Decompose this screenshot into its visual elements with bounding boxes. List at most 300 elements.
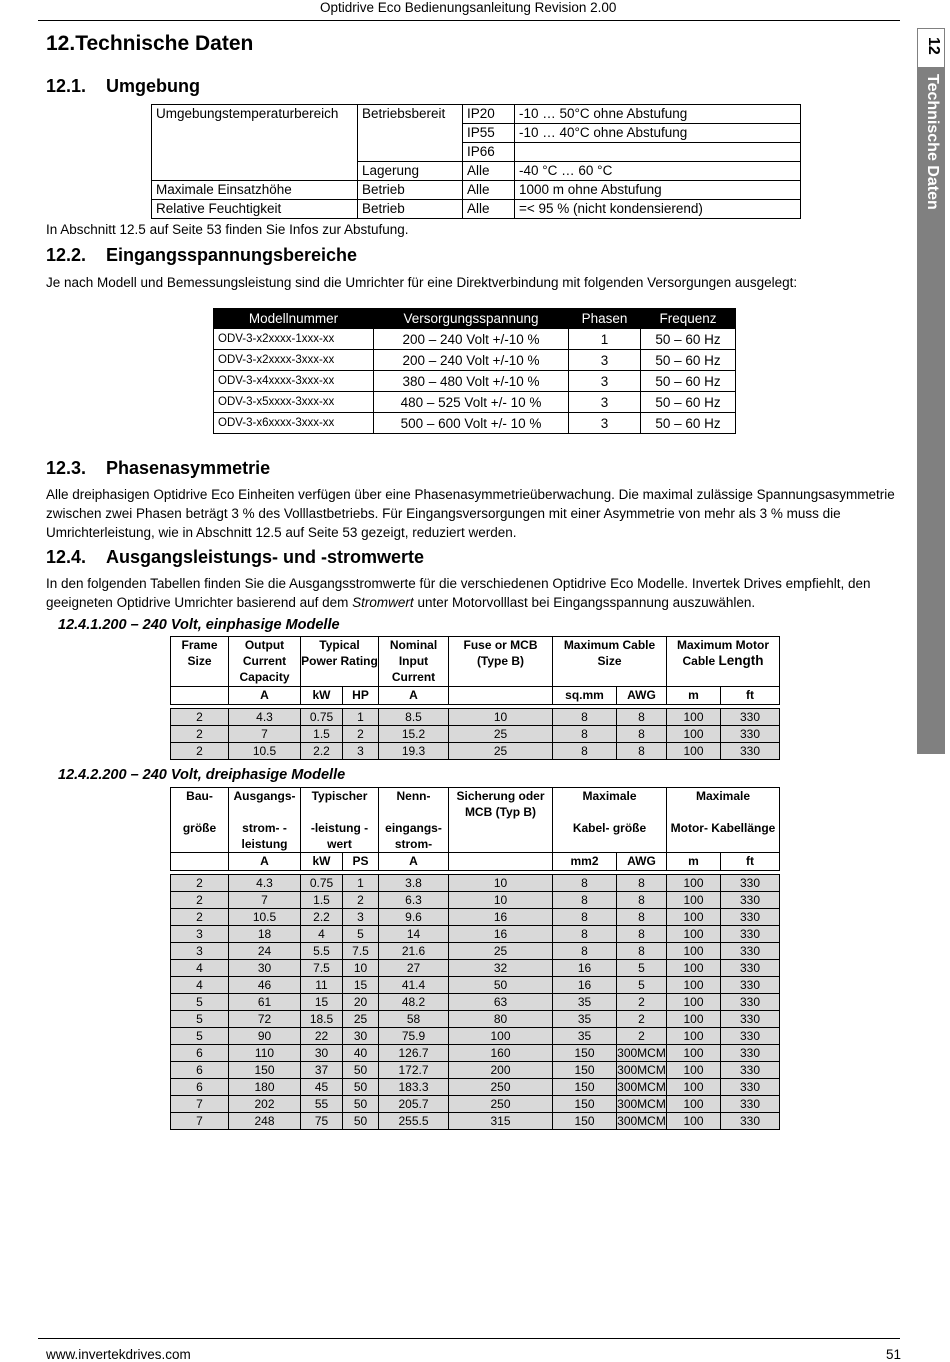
- table-cell: 14: [379, 926, 449, 943]
- table-cell: 15.2: [379, 726, 449, 743]
- table-cell: 20: [343, 994, 379, 1011]
- table-cell: 330: [721, 1028, 780, 1045]
- table-cell: Betriebsbereit: [358, 105, 463, 124]
- table-row: [171, 994, 780, 1011]
- table-cell: -40 °C … 60 °C: [515, 162, 801, 181]
- unit-cell: AWG: [617, 853, 667, 871]
- table-cell: 100: [667, 726, 721, 743]
- unit-cell: A: [379, 853, 449, 871]
- table-cell: 50 – 60 Hz: [641, 350, 736, 371]
- table-cell: 330: [721, 1079, 780, 1096]
- table-cell: 0.75: [301, 709, 343, 726]
- table-cell: 19.3: [379, 743, 449, 760]
- table-cell: 50 – 60 Hz: [641, 392, 736, 413]
- table-cell: 100: [667, 909, 721, 926]
- table-cell: 7.5: [343, 943, 379, 960]
- table-cell: 1.5: [301, 892, 343, 909]
- table-cell: Alle: [463, 200, 515, 219]
- table-cell: 5: [171, 1011, 229, 1028]
- table-cell: 72: [229, 1011, 301, 1028]
- table-cell: 16: [449, 909, 553, 926]
- table-cell: 8: [553, 875, 617, 892]
- chapter-tab-title: Technische Daten: [924, 74, 941, 210]
- table-cell: 248: [229, 1113, 301, 1130]
- table-cell: 150: [553, 1062, 617, 1079]
- table-cell: 16: [449, 926, 553, 943]
- table-cell: 255.5: [379, 1113, 449, 1130]
- column-header: Maximale Kabel- größe: [553, 788, 667, 853]
- table-cell: 10: [343, 960, 379, 977]
- table-cell: 330: [721, 743, 780, 760]
- table-cell: 10: [449, 709, 553, 726]
- table-cell: 200 – 240 Volt +/-10 %: [374, 350, 569, 371]
- table-cell: 150: [229, 1062, 301, 1079]
- column-header: Modellnummer: [214, 309, 374, 329]
- table-cell: 5: [343, 926, 379, 943]
- table-cell: 46: [229, 977, 301, 994]
- column-header: Maximum Cable Size: [553, 637, 667, 687]
- footer-url[interactable]: www.invertekdrives.com: [46, 1347, 191, 1362]
- table-cell: ODV-3-x2xxxx-3xxx-xx: [214, 350, 374, 371]
- table-row: [171, 1079, 780, 1096]
- table-cell: 75: [301, 1113, 343, 1130]
- table-cell: 8: [617, 909, 667, 926]
- table-cell: 48.2: [379, 994, 449, 1011]
- table-cell: 2: [171, 743, 229, 760]
- subsection-heading-three-phase: 12.4.2.200 – 240 Volt, dreiphasige Modelle: [58, 767, 346, 783]
- table-cell: 1: [343, 875, 379, 892]
- table-cell: 315: [449, 1113, 553, 1130]
- header-rule: [38, 20, 900, 21]
- unit-cell: A: [229, 853, 301, 871]
- unit-cell: PS: [343, 853, 379, 871]
- table-cell: 8: [617, 743, 667, 760]
- table-cell: 50 – 60 Hz: [641, 329, 736, 350]
- table-cell: 300MCM: [617, 1114, 666, 1128]
- supply-intro: Je nach Modell und Bemessungsleistung sind die Umrichter für eine Direktverbindung mit folgenden Versorgungen ausgelegt:: [46, 275, 798, 290]
- table-cell: 100: [667, 875, 721, 892]
- table-cell: 126.7: [379, 1045, 449, 1062]
- unit-cell: HP: [343, 687, 379, 705]
- table-row: [214, 392, 736, 413]
- table-cell: 3: [171, 943, 229, 960]
- table-cell: 300MCM: [617, 1046, 666, 1060]
- table-cell: 50: [343, 1113, 379, 1130]
- column-header: Maximale Motor- Kabellänge: [667, 788, 780, 853]
- table-cell: Maximale Einsatzhöhe: [152, 181, 358, 200]
- table-cell: 110: [229, 1045, 301, 1062]
- column-header: Nominal Input Current: [379, 637, 449, 687]
- table-cell: ODV-3-x5xxxx-3xxx-xx: [214, 392, 374, 413]
- table-row: [171, 709, 780, 726]
- table-cell: 8: [553, 909, 617, 926]
- section-heading-umgebung: 12.1. Umgebung: [46, 76, 200, 96]
- environment-table: [151, 104, 801, 219]
- table-cell: 8: [553, 943, 617, 960]
- table-cell: 1: [569, 329, 641, 350]
- table-cell: 6: [171, 1079, 229, 1096]
- table-cell: 58: [379, 1011, 449, 1028]
- table-cell: [358, 124, 463, 143]
- table-cell: 250: [449, 1079, 553, 1096]
- table-cell: 10: [449, 892, 553, 909]
- table-cell: 250: [449, 1096, 553, 1113]
- table-row: [214, 413, 736, 434]
- table-cell: 2: [171, 892, 229, 909]
- table-row: [214, 371, 736, 392]
- footer-rule: [38, 1338, 900, 1339]
- table-cell: 100: [667, 943, 721, 960]
- table-row: [171, 1011, 780, 1028]
- table-cell: 63: [449, 994, 553, 1011]
- table-cell: 100: [667, 960, 721, 977]
- table-cell: 100: [667, 1011, 721, 1028]
- table-cell: 1000 m ohne Abstufung: [515, 181, 801, 200]
- table-cell: 50: [343, 1096, 379, 1113]
- table-cell: 330: [721, 960, 780, 977]
- table-cell: 3: [569, 350, 641, 371]
- unit-cell: ft: [721, 853, 780, 871]
- table-cell: 8: [553, 726, 617, 743]
- table-cell: 30: [301, 1045, 343, 1062]
- unit-cell: kW: [301, 853, 343, 871]
- table-cell: 180: [229, 1079, 301, 1096]
- table-cell: 3: [171, 926, 229, 943]
- column-header: Phasen: [569, 309, 641, 329]
- table-cell: 2: [171, 909, 229, 926]
- table-row: [171, 1045, 780, 1062]
- table-row: [171, 943, 780, 960]
- table-cell: 35: [553, 1011, 617, 1028]
- table-cell: 2: [343, 892, 379, 909]
- table-cell: 21.6: [379, 943, 449, 960]
- table-cell: 61: [229, 994, 301, 1011]
- table-cell: 205.7: [379, 1096, 449, 1113]
- column-header: Frequenz: [641, 309, 736, 329]
- table-cell: 80: [449, 1011, 553, 1028]
- table-cell: 25: [343, 1011, 379, 1028]
- table-cell: 330: [721, 926, 780, 943]
- table-cell: 380 – 480 Volt +/-10 %: [374, 371, 569, 392]
- table-cell: 50 – 60 Hz: [641, 371, 736, 392]
- table-cell: 15: [301, 994, 343, 1011]
- table-cell: 8: [617, 875, 667, 892]
- table-cell: 35: [553, 1028, 617, 1045]
- table-cell: IP66: [463, 143, 515, 162]
- table-cell: 3: [343, 743, 379, 760]
- table-cell: 10.5: [229, 909, 301, 926]
- table-cell: 4.3: [229, 709, 301, 726]
- table-cell: [515, 143, 801, 162]
- table-cell: 50: [343, 1079, 379, 1096]
- column-header: Ausgangs- strom- -leistung: [229, 788, 301, 853]
- section-heading-eingang: 12.2. Eingangsspannungsbereiche: [46, 245, 358, 265]
- table-cell: 8: [617, 726, 667, 743]
- column-header: Frame Size: [171, 637, 229, 687]
- table-row: [171, 960, 780, 977]
- section-heading-phasenasymmetrie: 12.3. Phasenasymmetrie: [46, 458, 271, 478]
- table-cell: Alle: [463, 181, 515, 200]
- table-cell: 2: [617, 994, 667, 1011]
- table-cell: Alle: [463, 162, 515, 181]
- table-cell: 300MCM: [617, 1063, 666, 1077]
- table-cell: 50 – 60 Hz: [641, 413, 736, 434]
- table-cell: 75.9: [379, 1028, 449, 1045]
- table-row: [171, 909, 780, 926]
- column-header: Bau- größe: [171, 788, 229, 853]
- table-cell: 50: [449, 977, 553, 994]
- unit-cell: ft: [721, 687, 780, 705]
- table-cell: 500 – 600 Volt +/- 10 %: [374, 413, 569, 434]
- table-cell: 25: [449, 726, 553, 743]
- three-phase-ratings-table: [170, 787, 780, 1130]
- column-header: Versorgungsspannung: [374, 309, 569, 329]
- table-row: [171, 977, 780, 994]
- table-cell: 2: [343, 726, 379, 743]
- page-number: 51: [886, 1347, 902, 1362]
- table-cell: 100: [449, 1028, 553, 1045]
- table-cell: ODV-3-x6xxxx-3xxx-xx: [214, 413, 374, 434]
- table-cell: 37: [301, 1062, 343, 1079]
- table-cell: 7: [171, 1096, 229, 1113]
- table-cell: 330: [721, 1062, 780, 1079]
- table-row: [214, 329, 736, 350]
- table-row: [171, 875, 780, 892]
- table-row: [171, 926, 780, 943]
- table-cell: 18.5: [301, 1011, 343, 1028]
- table-cell: 150: [553, 1096, 617, 1113]
- table-cell: 330: [721, 709, 780, 726]
- column-header: Output Current Capacity: [229, 637, 301, 687]
- table-cell: 35: [553, 994, 617, 1011]
- table-cell: 15: [343, 977, 379, 994]
- table-row: [171, 1028, 780, 1045]
- table-cell: 330: [721, 726, 780, 743]
- table-cell: 330: [721, 943, 780, 960]
- table-row: [171, 1096, 780, 1113]
- unit-cell: sq.mm: [553, 687, 617, 705]
- table-cell: 183.3: [379, 1079, 449, 1096]
- table-cell: 480 – 525 Volt +/- 10 %: [374, 392, 569, 413]
- table-cell: 8: [617, 709, 667, 726]
- table-cell: 150: [553, 1079, 617, 1096]
- table-cell: 330: [721, 875, 780, 892]
- unit-cell: [449, 853, 553, 871]
- column-header: Nenn- eingangs- strom-: [379, 788, 449, 853]
- table-cell: 4.3: [229, 875, 301, 892]
- table-cell: 2.2: [301, 743, 343, 760]
- table-cell: 8: [617, 943, 667, 960]
- table-cell: 100: [667, 892, 721, 909]
- table-cell: 11: [301, 977, 343, 994]
- table-cell: 2.2: [301, 909, 343, 926]
- table-cell: 41.4: [379, 977, 449, 994]
- table-cell: 150: [553, 1113, 617, 1130]
- table-cell: [152, 162, 358, 181]
- table-cell: IP20: [463, 105, 515, 124]
- chapter-tab-number: 12: [917, 28, 945, 68]
- table-cell: Umgebungstemperaturbereich: [152, 105, 358, 124]
- table-cell: 18: [229, 926, 301, 943]
- table-row: [171, 743, 780, 760]
- table-cell: 2: [171, 875, 229, 892]
- table-cell: 100: [667, 1045, 721, 1062]
- table-cell: 330: [721, 1113, 780, 1130]
- table-cell: 5: [171, 994, 229, 1011]
- unit-cell: A: [379, 687, 449, 705]
- table-cell: 7: [229, 726, 301, 743]
- table-cell: 5.5: [301, 943, 343, 960]
- table-cell: 330: [721, 1045, 780, 1062]
- asymmetry-text: Alle dreiphasigen Optidrive Eco Einheiten verfügen über eine Phasenasymmetrieüberwachung. Die maximal zulässige Spannungsasymmetrie zwischen zwei Phasen beträgt 3 % des Volllastbetriebs. Für Eingangsversorgungen mit einer Asymmetrie von mehr als 3 % muss die Umrichterleistung, wie in Abschnitt 12.5 auf Seite 53 gezeigt, reduziert werden.: [46, 487, 895, 540]
- table-row: [171, 726, 780, 743]
- table-cell: 10.5: [229, 743, 301, 760]
- table-cell: 55: [301, 1096, 343, 1113]
- column-header: Fuse or MCB (Type B): [449, 637, 553, 687]
- column-header: Typical Power Rating: [301, 637, 379, 687]
- table-cell: [358, 143, 463, 162]
- table-cell: 7.5: [301, 960, 343, 977]
- table-cell: 9.6: [379, 909, 449, 926]
- unit-cell: [171, 853, 229, 871]
- table-cell: 100: [667, 994, 721, 1011]
- table-cell: 202: [229, 1096, 301, 1113]
- table-cell: 300MCM: [617, 1080, 666, 1094]
- table-cell: 330: [721, 909, 780, 926]
- subsection-heading-single-phase: 12.4.1.200 – 240 Volt, einphasige Modelle: [58, 617, 340, 633]
- table-row: [171, 892, 780, 909]
- table-cell: 330: [721, 892, 780, 909]
- table-cell: 16: [553, 960, 617, 977]
- chapter-title: 12.Technische Daten: [46, 32, 254, 55]
- unit-cell: AWG: [617, 687, 667, 705]
- table-cell: 8: [553, 892, 617, 909]
- table-cell: 24: [229, 943, 301, 960]
- table-cell: ODV-3-x4xxxx-3xxx-xx: [214, 371, 374, 392]
- table-cell: 40: [343, 1045, 379, 1062]
- table-cell: 330: [721, 1011, 780, 1028]
- unit-cell: kW: [301, 687, 343, 705]
- table-cell: 1: [343, 709, 379, 726]
- table-cell: 45: [301, 1079, 343, 1096]
- table-cell: 100: [667, 1113, 721, 1130]
- table-cell: 30: [343, 1028, 379, 1045]
- table-cell: 90: [229, 1028, 301, 1045]
- table-cell: 330: [721, 1096, 780, 1113]
- table-cell: 200: [449, 1062, 553, 1079]
- table-cell: 3.8: [379, 875, 449, 892]
- table-cell: 3: [343, 909, 379, 926]
- table-cell: 25: [449, 943, 553, 960]
- table-cell: IP55: [463, 124, 515, 143]
- table-cell: =< 95 % (nicht kondensierend): [515, 200, 801, 219]
- column-header: Typischer -leistung -wert: [301, 788, 379, 853]
- table-cell: 100: [667, 1079, 721, 1096]
- column-header: Sicherung oder MCB (Typ B): [449, 788, 553, 853]
- table-cell: 8: [553, 709, 617, 726]
- table-cell: 150: [553, 1045, 617, 1062]
- table-cell: 32: [449, 960, 553, 977]
- table-cell: 330: [721, 977, 780, 994]
- table-cell: 100: [667, 926, 721, 943]
- table-cell: [152, 143, 358, 162]
- table-cell: 100: [667, 1062, 721, 1079]
- page-header: Optidrive Eco Bedienungsanleitung Revision 2.00: [320, 0, 617, 15]
- table-cell: 8: [617, 892, 667, 909]
- output-ratings-text: In den folgenden Tabellen finden Sie die Ausgangsstromwerte für die verschiedenen Optidrive Eco Modelle. Invertek Drives empfiehlt, den geeigneten Optidrive Umrichter basierend auf dem Stromwert unter Motorvolllast bei Eingangsspannung auszuwählen.: [46, 576, 871, 610]
- table-cell: 2: [171, 726, 229, 743]
- table-cell: 100: [667, 1096, 721, 1113]
- table-cell: Betrieb: [358, 181, 463, 200]
- derating-note: In Abschnitt 12.5 auf Seite 53 finden Sie Infos zur Abstufung.: [46, 222, 409, 237]
- table-cell: 160: [449, 1045, 553, 1062]
- table-cell: 100: [667, 709, 721, 726]
- table-cell: Betrieb: [358, 200, 463, 219]
- table-cell: 10: [449, 875, 553, 892]
- table-cell: 200 – 240 Volt +/-10 %: [374, 329, 569, 350]
- section-heading-ausgang: 12.4. Ausgangsleistungs- und -stromwerte: [46, 547, 425, 567]
- table-cell: 30: [229, 960, 301, 977]
- table-cell: 3: [569, 413, 641, 434]
- table-cell: 3: [569, 371, 641, 392]
- table-cell: 16: [553, 977, 617, 994]
- table-cell: 25: [449, 743, 553, 760]
- table-cell: 0.75: [301, 875, 343, 892]
- unit-cell: m: [667, 687, 721, 705]
- table-cell: 22: [301, 1028, 343, 1045]
- table-cell: 300MCM: [617, 1097, 666, 1111]
- table-cell: 172.7: [379, 1062, 449, 1079]
- table-cell: 100: [667, 743, 721, 760]
- unit-cell: [449, 687, 553, 705]
- unit-cell: mm2: [553, 853, 617, 871]
- table-cell: 100: [667, 1028, 721, 1045]
- table-cell: Lagerung: [358, 162, 463, 181]
- table-cell: 5: [617, 977, 667, 994]
- table-row: [171, 1113, 780, 1130]
- table-cell: 5: [617, 960, 667, 977]
- table-cell: ODV-3-x2xxxx-1xxx-xx: [214, 329, 374, 350]
- table-cell: 6.3: [379, 892, 449, 909]
- table-row: [214, 350, 736, 371]
- table-cell: 4: [301, 926, 343, 943]
- table-cell: -10 … 40°C ohne Abstufung: [515, 124, 801, 143]
- table-cell: 50: [343, 1062, 379, 1079]
- table-cell: 1.5: [301, 726, 343, 743]
- table-cell: 2: [171, 709, 229, 726]
- table-cell: 5: [171, 1028, 229, 1045]
- unit-cell: A: [229, 687, 301, 705]
- table-cell: [152, 124, 358, 143]
- table-cell: 8: [553, 743, 617, 760]
- column-header: Maximum Motor Cable Length: [667, 637, 780, 687]
- unit-cell: [171, 687, 229, 705]
- table-cell: 100: [667, 977, 721, 994]
- table-cell: 3: [569, 392, 641, 413]
- single-phase-ratings-table: [170, 636, 780, 760]
- supply-voltage-table: [213, 308, 736, 434]
- unit-cell: m: [667, 853, 721, 871]
- table-cell: 7: [171, 1113, 229, 1130]
- table-cell: 4: [171, 960, 229, 977]
- table-cell: 7: [229, 892, 301, 909]
- table-cell: 6: [171, 1062, 229, 1079]
- table-cell: 27: [379, 960, 449, 977]
- table-cell: 8.5: [379, 709, 449, 726]
- table-cell: -10 … 50°C ohne Abstufung: [515, 105, 801, 124]
- table-row: [171, 1062, 780, 1079]
- table-cell: 8: [617, 926, 667, 943]
